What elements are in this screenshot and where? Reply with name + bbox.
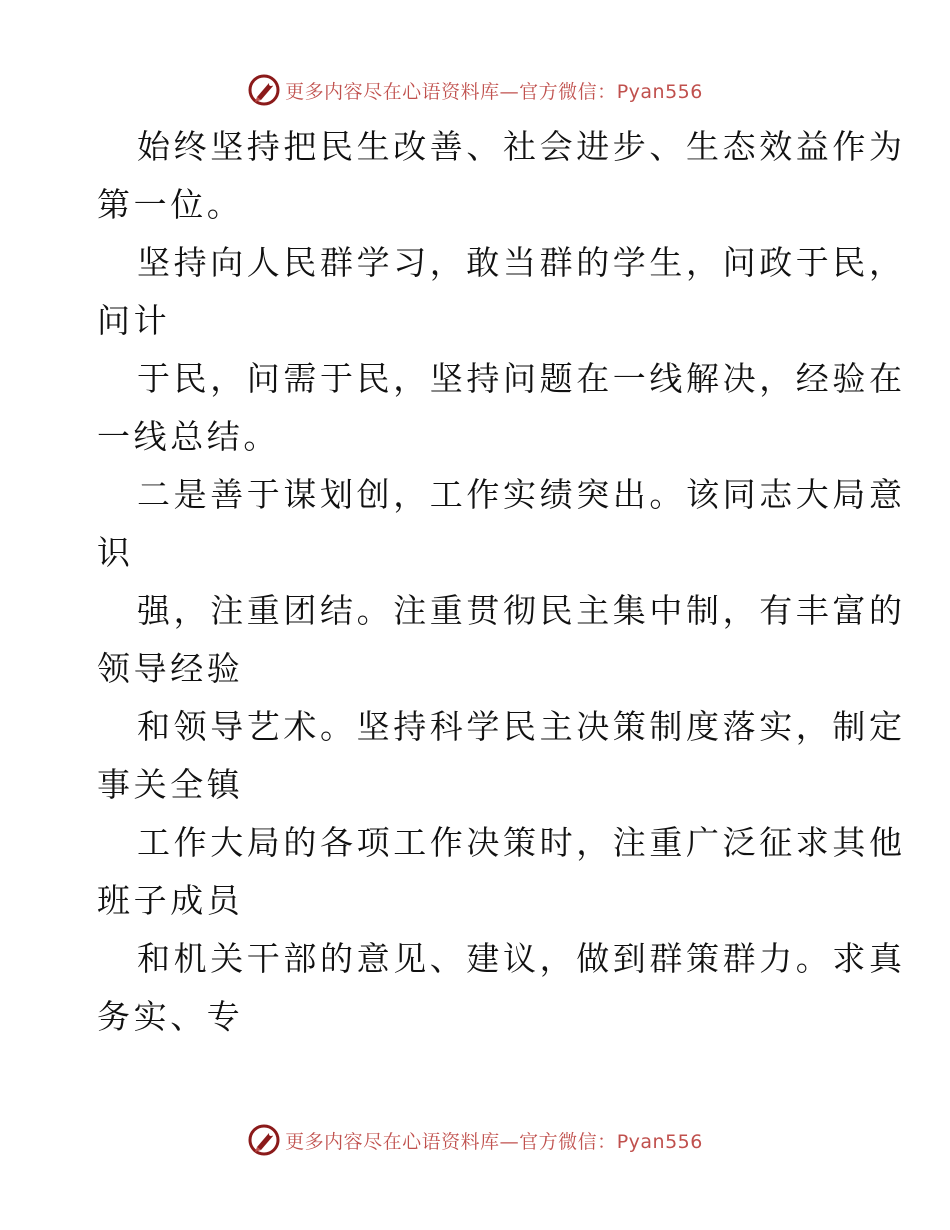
body-line: 工作大局的各项工作决策时，注重广泛征求其他 (137, 823, 906, 862)
body-line: 务实、专 (97, 997, 244, 1036)
body-line: 于民，问需于民，坚持问题在一线解决，经验在 (137, 359, 906, 398)
header-banner-dash: — (499, 80, 520, 103)
body-line: 始终坚持把民生改善、社会进步、生态效益作为 (137, 127, 906, 166)
body-line: 识 (97, 533, 134, 572)
body-line: 问计 (97, 301, 171, 340)
header-banner-wechat-label: 官方微信： (519, 80, 617, 103)
header-banner-text (285, 77, 703, 104)
document-body (97, 118, 906, 1046)
body-line: 坚持向人民群学习，敢当群的学生，问政于民， (137, 243, 906, 282)
body-line: 和领导艺术。坚持科学民主决策制度落实，制定 (137, 707, 906, 746)
body-line: 第一位。 (97, 185, 244, 224)
body-line: 强，注重团结。注重贯彻民主集中制，有丰富的 (137, 591, 906, 630)
header-banner-main: 更多内容尽在心语资料库 (285, 80, 500, 103)
footer-banner (0, 1120, 950, 1160)
footer-banner-main: 更多内容尽在心语资料库 (285, 1130, 500, 1153)
header-banner-wechat-id: Pyan556 (616, 80, 703, 103)
header-banner (0, 70, 950, 110)
body-line: 事关全镇 (97, 765, 244, 804)
pen-seal-icon (247, 73, 281, 107)
pen-seal-icon (247, 1123, 281, 1157)
footer-banner-wechat-label: 官方微信： (519, 1130, 617, 1153)
body-line: 领导经验 (97, 649, 244, 688)
footer-banner-dash: — (499, 1130, 520, 1153)
body-line: 和机关干部的意见、建议，做到群策群力。求真 (137, 939, 906, 978)
footer-banner-wechat-id: Pyan556 (616, 1130, 703, 1153)
body-line: 班子成员 (97, 881, 244, 920)
footer-banner-text (285, 1127, 703, 1154)
body-line: 一线总结。 (97, 417, 280, 456)
body-line: 二是善于谋划创，工作实绩突出。该同志大局意 (137, 475, 906, 514)
